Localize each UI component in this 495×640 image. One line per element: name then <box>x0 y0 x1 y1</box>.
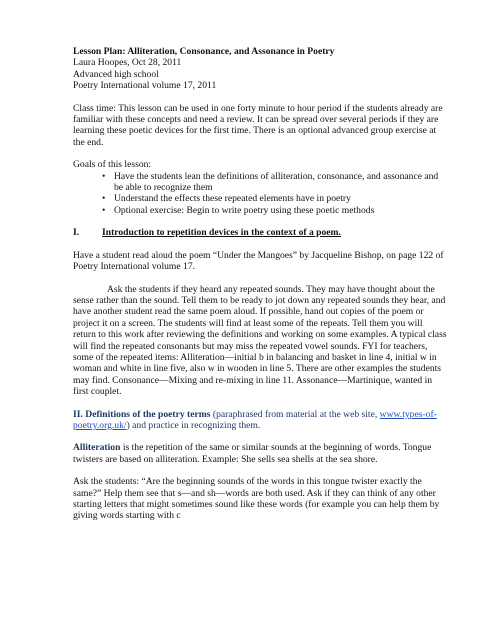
source-reference: Poetry International volume 17, 2011 <box>73 80 217 92</box>
document-title: Lesson Plan: Alliteration, Consonance, and Assonance in Poetry <box>73 46 335 57</box>
bullet-icon: • <box>102 204 106 216</box>
bullet-icon: • <box>102 170 106 182</box>
alliteration-definition: Alliteration is the repetition of the same or similar sounds at the beginning of words. Tongue twisters are based on alliteration. Example: She sells sea shells at the sea shore. <box>73 442 432 465</box>
grade-level: Advanced high school <box>73 68 159 80</box>
section-2-intro-b: ) and practice in recognizing them. <box>126 419 261 431</box>
goal-item: • Have the students lean the definitions of alliteration, consonance, and assonance and be able to recognize them <box>102 170 439 194</box>
poetry-website-link[interactable]: www.types-of-poetry.org.uk/ <box>73 408 437 431</box>
section-2-intro-a: (paraphrased from material at the web site, <box>210 408 380 420</box>
bullet-icon: • <box>102 193 106 205</box>
goals-list <box>73 171 447 217</box>
alliteration-term: Alliteration <box>73 442 121 454</box>
goals-heading: Goals of this lesson: <box>73 159 152 171</box>
goal-item: • Understand the effects these repeated elements have in poetry <box>102 193 351 205</box>
section-2-title: II. Definitions of the poetry terms <box>73 408 211 420</box>
tongue-twister-question: Ask the students: “Are the beginning sounds of the words in this tongue twister exactly the same?” Help them see that s—and sh—words are both used. Ask if they can think of any other starting letters that might sometimes sound like these words (for example you can help them by giving words starting with c <box>73 476 440 522</box>
class-time-paragraph: Class time: This lesson can be used in one forty minute to hour period if the students already are familiar with these concepts and need a review. It can be spread over several periods if they are learning these poetic devices for the first time. There is an optional advanced group exercise at the end. <box>73 102 443 148</box>
section-1-number: I. <box>73 227 80 239</box>
section-1-paragraph-1: Have a student read aloud the poem “Under the Mangoes” by Jacqueline Bishop, on page 122 of Poetry International volume 17. <box>73 249 444 273</box>
section-1-title: Introduction to repetition devices in the context of a poem. <box>102 227 341 239</box>
goal-item: • Optional exercise: Begin to write poetry using these poetic methods <box>102 204 375 216</box>
section-2-heading <box>73 409 447 432</box>
author-date: Laura Hoopes, Oct 28, 2011 <box>73 57 182 69</box>
section-1-heading <box>73 227 447 238</box>
section-1-paragraph-2: Ask the students if they heard any repeated sounds. They may have thought about the sense rather than the sound. Tell them to be ready to jot down any repeated sounds they hear, and have another student read the same poem aloud. If possible, hand out copies of the poem or project it on a screen. The students will find at least some of the repeats. Tell them you will return to this work after reviewing the definitions and working on some examples. A typical class will find the repeated consonants but may miss the repeated vowel sounds. FYI for teachers, some of the repeated items: Alliteration—initial b in balancing and basket in line 4, initial w in woman and white in line five, also w in wooden in line 5. There are other examples the students may find. Consonance—Mixing and re-mixing in line 11. Assonance—Martinique, wanted in first couplet. <box>73 283 447 398</box>
